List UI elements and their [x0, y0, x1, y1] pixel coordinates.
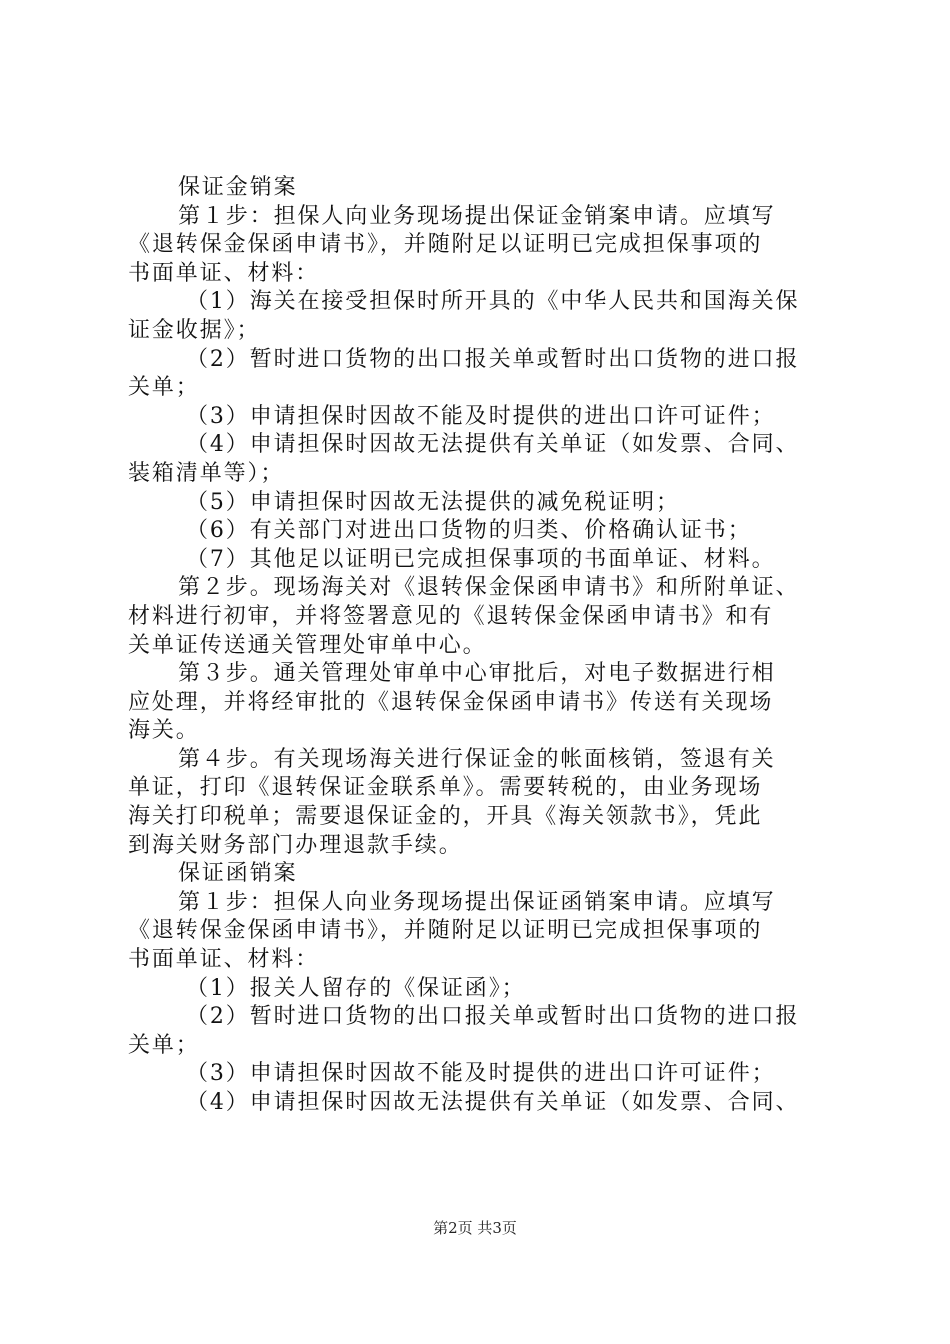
- text-line: 保证函销案: [178, 861, 298, 887]
- text-line: 关单证传送通关管理处审单中心。: [128, 632, 487, 658]
- text-line: （4）申请担保时因故无法提供有关单证（如发票、合同、: [186, 432, 800, 458]
- text-line: 海关。: [128, 718, 200, 744]
- text-line: （2）暂时进口货物的出口报关单或暂时出口货物的进口报: [186, 346, 800, 372]
- document-body: [128, 174, 828, 1118]
- page-footer: 第2页 共3页: [433, 1219, 517, 1237]
- text-line: 到海关财务部门办理退款手续。: [128, 832, 463, 858]
- text-line: 书面单证、材料：: [128, 947, 320, 973]
- text-line: 第２步。现场海关对《退转保金保函申请书》和所附单证、: [178, 575, 800, 601]
- text-line: （4）申请担保时因故无法提供有关单证（如发票、合同、: [186, 1090, 800, 1115]
- text-line: 第１步：担保人向业务现场提出保证函销案申请。应填写: [178, 889, 776, 915]
- text-line: 装箱清单等）；: [128, 460, 285, 486]
- text-line: 证金收据》；: [128, 317, 261, 343]
- text-line: 第３步。通关管理处审单中心审批后，对电子数据进行相: [178, 661, 776, 687]
- text-line: 材料进行初审，并将签署意见的《退转保金保函申请书》和有: [128, 603, 774, 629]
- text-line: （1）报关人留存的《保证函》；: [186, 975, 526, 1001]
- text-line: （3）申请担保时因故不能及时提供的进出口许可证件；: [186, 1061, 776, 1087]
- text-line: 关单；: [128, 1032, 200, 1058]
- text-line: 第１步：担保人向业务现场提出保证金销案申请。应填写: [178, 203, 776, 229]
- text-line: （5）申请担保时因故无法提供的减免税证明；: [186, 489, 680, 515]
- text-line: 《退转保金保函申请书》，并随附足以证明已完成担保事项的: [128, 232, 763, 258]
- text-line: 关单；: [128, 375, 200, 401]
- text-line: （7）其他足以证明已完成担保事项的书面单证、材料。: [186, 546, 776, 572]
- text-line: 《退转保金保函申请书》，并随附足以证明已完成担保事项的: [128, 918, 763, 944]
- text-line: 书面单证、材料：: [128, 260, 320, 286]
- text-line: （6）有关部门对进出口货物的归类、价格确认证书；: [186, 518, 752, 544]
- text-line: 单证，打印《退转保证金联系单》。需要转税的，由业务现场: [128, 775, 763, 801]
- text-line: 海关打印税单；需要退保证金的，开具《海关领款书》，凭此: [128, 804, 763, 830]
- text-line: 保证金销案: [178, 175, 298, 200]
- text-line: 第４步。有关现场海关进行保证金的帐面核销，签退有关: [178, 746, 776, 772]
- text-line: （1）海关在接受担保时所开具的《中华人民共和国海关保: [186, 289, 800, 315]
- text-line: （3）申请担保时因故不能及时提供的进出口许可证件；: [186, 403, 776, 429]
- text-line: （2）暂时进口货物的出口报关单或暂时出口货物的进口报: [186, 1004, 800, 1030]
- text-line: 应处理，并将经审批的《退转保金保函申请书》传送有关现场: [128, 689, 774, 715]
